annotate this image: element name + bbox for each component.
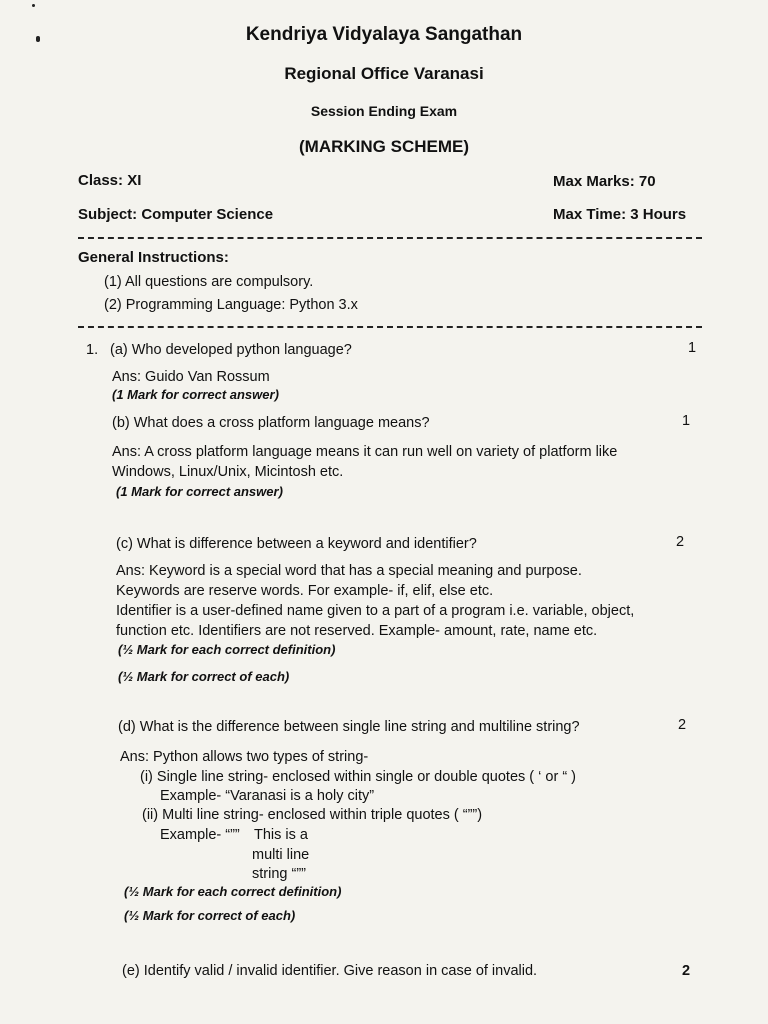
question-1a-marks: 1 bbox=[688, 340, 697, 356]
marking-note: (½ Mark for correct of each) bbox=[124, 908, 296, 923]
answer-1a: Ans: Guido Van Rossum bbox=[112, 369, 270, 385]
marking-note: (½ Mark for each correct definition) bbox=[124, 884, 342, 899]
question-1c: (c) What is difference between a keyword and identifier? bbox=[116, 536, 477, 552]
answer-1c-line: function etc. Identifiers are not reserved. Example- amount, rate, name etc. bbox=[116, 623, 598, 639]
answer-1d-item: (ii) Multi line string- enclosed within triple quotes ( “””) bbox=[142, 807, 483, 823]
org-title: Kendriya Vidyalaya Sangathan bbox=[245, 24, 523, 45]
question-number: 1. bbox=[86, 342, 99, 358]
answer-1b-line: Windows, Linux/Unix, Micintosh etc. bbox=[112, 464, 344, 480]
subject-label: Subject: Computer Science bbox=[78, 206, 274, 223]
marking-note: (1 Mark for correct answer) bbox=[116, 484, 283, 499]
max-marks-label: Max Marks: 70 bbox=[553, 173, 656, 190]
max-time-label: Max Time: 3 Hours bbox=[553, 206, 687, 223]
answer-1c-line: Keywords are reserve words. For example- if, elif, else etc. bbox=[116, 583, 494, 599]
answer-1d-example-line: This is a bbox=[254, 827, 308, 843]
question-1b: (b) What does a cross platform language means? bbox=[112, 415, 430, 431]
marking-note: (1 Mark for correct answer) bbox=[112, 387, 279, 402]
answer-1d-item: (i) Single line string- enclosed within single or double quotes ( ‘ or “ ) bbox=[140, 769, 577, 785]
instruction-item: (2) Programming Language: Python 3.x bbox=[104, 297, 358, 313]
instruction-item: (1) All questions are compulsory. bbox=[104, 274, 314, 290]
question-1c-marks: 2 bbox=[676, 534, 685, 550]
scheme-title: (MARKING SCHEME) bbox=[299, 137, 469, 156]
ink-dot bbox=[32, 4, 35, 7]
answer-1d-intro: Ans: Python allows two types of string- bbox=[120, 749, 369, 765]
exam-title: Session Ending Exam bbox=[310, 103, 458, 119]
question-1d: (d) What is the difference between single line string and multiline string? bbox=[118, 719, 580, 735]
class-label: Class: XI bbox=[78, 172, 142, 189]
answer-1c-line: Ans: Keyword is a special word that has a special meaning and purpose. bbox=[116, 563, 582, 579]
marking-note: (½ Mark for correct of each) bbox=[118, 669, 290, 684]
answer-1d-example: Example- “Varanasi is a holy city” bbox=[160, 788, 375, 804]
answer-1d-example-label: Example- “”” bbox=[160, 827, 240, 843]
answer-1d-example-line: string “”” bbox=[252, 866, 306, 882]
question-1a: (a) Who developed python language? bbox=[110, 342, 352, 358]
answer-1c-line: Identifier is a user-defined name given to a part of a program i.e. variable, object, bbox=[116, 603, 635, 619]
marking-note: (½ Mark for each correct definition) bbox=[118, 642, 336, 657]
instructions-title: General Instructions: bbox=[78, 249, 229, 266]
answer-1b-line: Ans: A cross platform language means it can run well on variety of platform like bbox=[112, 444, 618, 460]
divider bbox=[78, 326, 702, 328]
question-1b-marks: 1 bbox=[682, 413, 691, 429]
question-1e-marks: 2 bbox=[682, 963, 691, 979]
office-title: Regional Office Varanasi bbox=[284, 64, 484, 83]
answer-1d-example-line: multi line bbox=[252, 847, 310, 863]
question-1e: (e) Identify valid / invalid identifier. Give reason in case of invalid. bbox=[122, 963, 538, 979]
divider bbox=[78, 237, 702, 239]
question-1d-marks: 2 bbox=[678, 717, 687, 733]
